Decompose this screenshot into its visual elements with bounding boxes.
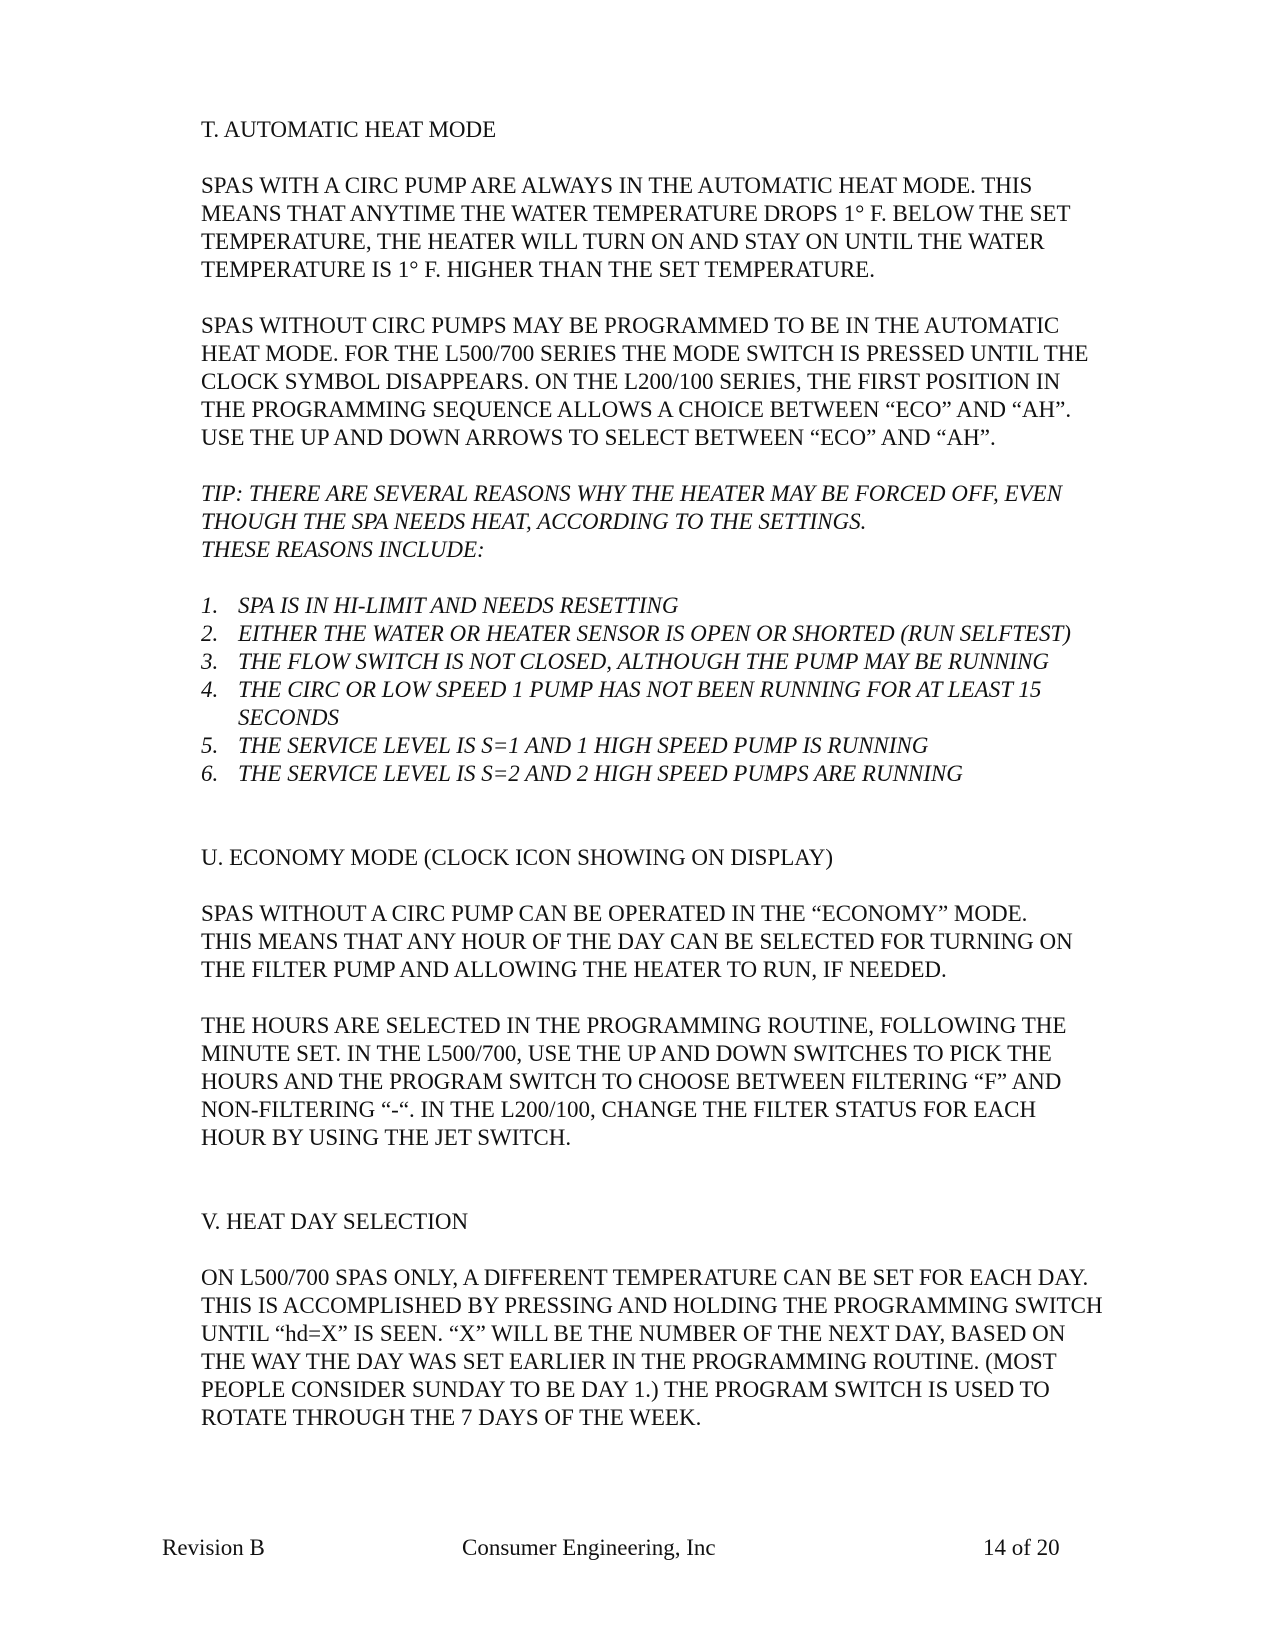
text-line: THIS MEANS THAT ANY HOUR OF THE DAY CAN BE SELECTED FOR TURNING ON (201, 929, 1073, 954)
footer-page-number: 14 of 20 (983, 1535, 1060, 1560)
text-line: THESE REASONS INCLUDE: (201, 537, 485, 562)
text-line: TEMPERATURE IS 1° F. HIGHER THAN THE SET TEMPERATURE. (201, 257, 875, 282)
text-line: ROTATE THROUGH THE 7 DAYS OF THE WEEK. (201, 1405, 702, 1430)
text-line: CLOCK SYMBOL DISAPPEARS. ON THE L200/100 SERIES, THE FIRST POSITION IN (201, 369, 1061, 394)
text-line: THE PROGRAMMING SEQUENCE ALLOWS A CHOICE BETWEEN “ECO” AND “AH”. (201, 397, 1072, 422)
text-line: THE WAY THE DAY WAS SET EARLIER IN THE PROGRAMMING ROUTINE. (MOST (201, 1349, 1057, 1374)
section-t-heading: T. AUTOMATIC HEAT MODE (201, 117, 497, 142)
text-line: HOUR BY USING THE JET SWITCH. (201, 1125, 572, 1150)
text-line: PEOPLE CONSIDER SUNDAY TO BE DAY 1.) THE PROGRAM SWITCH IS USED TO (201, 1377, 1050, 1402)
section-t-paragraph-2 (201, 312, 1201, 452)
text-line: THOUGH THE SPA NEEDS HEAT, ACCORDING TO THE SETTINGS. (201, 509, 867, 534)
text-line: THE FILTER PUMP AND ALLOWING THE HEATER TO RUN, IF NEEDED. (201, 957, 947, 982)
list-text (238, 648, 1049, 676)
text-line: THE FLOW SWITCH IS NOT CLOSED, ALTHOUGH THE PUMP MAY BE RUNNING (238, 649, 1049, 674)
footer-revision: Revision B (162, 1535, 265, 1560)
text-line: NON-FILTERING “-“. IN THE L200/100, CHANGE THE FILTER STATUS FOR EACH (201, 1097, 1037, 1122)
list-item (201, 676, 1201, 732)
text-line: UNTIL “hd=X” IS SEEN. “X” WILL BE THE NUMBER OF THE NEXT DAY, BASED ON (201, 1321, 1066, 1346)
list-text (238, 676, 1041, 732)
list-item (201, 648, 1201, 676)
text-line: HOURS AND THE PROGRAM SWITCH TO CHOOSE BETWEEN FILTERING “F” AND (201, 1069, 1062, 1094)
list-number: 2. (201, 621, 219, 646)
text-line: THE HOURS ARE SELECTED IN THE PROGRAMMING ROUTINE, FOLLOWING THE (201, 1013, 1067, 1038)
text-line: TIP: THERE ARE SEVERAL REASONS WHY THE HEATER MAY BE FORCED OFF, EVEN (201, 481, 1062, 506)
footer-company: Consumer Engineering, Inc (462, 1535, 716, 1560)
reasons-list (201, 592, 1201, 788)
tip-paragraph (201, 480, 1201, 564)
list-number: 1. (201, 593, 219, 618)
list-item (201, 732, 1201, 760)
text-line: HEAT MODE. FOR THE L500/700 SERIES THE MODE SWITCH IS PRESSED UNTIL THE (201, 341, 1089, 366)
list-number: 6. (201, 761, 219, 786)
text-line: TEMPERATURE, THE HEATER WILL TURN ON AND STAY ON UNTIL THE WATER (201, 229, 1045, 254)
section-u-heading: U. ECONOMY MODE (CLOCK ICON SHOWING ON DISPLAY) (201, 845, 834, 870)
list-text (238, 620, 1071, 648)
text-line: EITHER THE WATER OR HEATER SENSOR IS OPEN OR SHORTED (RUN SELFTEST) (238, 621, 1071, 646)
text-line: SPAS WITHOUT CIRC PUMPS MAY BE PROGRAMMED TO BE IN THE AUTOMATIC (201, 313, 1060, 338)
text-line: ON L500/700 SPAS ONLY, A DIFFERENT TEMPERATURE CAN BE SET FOR EACH DAY. (201, 1265, 1089, 1290)
list-item (201, 760, 1201, 788)
text-line: SPAS WITH A CIRC PUMP ARE ALWAYS IN THE AUTOMATIC HEAT MODE. THIS (201, 173, 1033, 198)
list-number: 4. (201, 677, 219, 702)
list-number: 5. (201, 733, 219, 758)
list-item (201, 592, 1201, 620)
section-t-paragraph-1 (201, 172, 1201, 284)
section-u-paragraph-2 (201, 1012, 1201, 1152)
text-line: USE THE UP AND DOWN ARROWS TO SELECT BETWEEN “ECO” AND “AH”. (201, 425, 996, 450)
section-u-paragraph-1 (201, 900, 1201, 984)
text-line: SPAS WITHOUT A CIRC PUMP CAN BE OPERATED IN THE “ECONOMY” MODE. (201, 901, 1028, 926)
text-line: THE SERVICE LEVEL IS S=2 AND 2 HIGH SPEED PUMPS ARE RUNNING (238, 761, 963, 786)
list-text (238, 760, 963, 788)
text-line: THIS IS ACCOMPLISHED BY PRESSING AND HOLDING THE PROGRAMMING SWITCH (201, 1293, 1103, 1318)
text-line: THE CIRC OR LOW SPEED 1 PUMP HAS NOT BEEN RUNNING FOR AT LEAST 15 (238, 677, 1042, 702)
section-v-heading: V. HEAT DAY SELECTION (201, 1209, 469, 1234)
page-content (201, 116, 1201, 1432)
text-line: SECONDS (238, 705, 339, 730)
list-item (201, 620, 1201, 648)
list-number: 3. (201, 649, 219, 674)
text-line: MEANS THAT ANYTIME THE WATER TEMPERATURE DROPS 1° F. BELOW THE SET (201, 201, 1071, 226)
page-footer (0, 1534, 1275, 1564)
list-text (238, 592, 678, 620)
list-text (238, 732, 928, 760)
text-line: SPA IS IN HI-LIMIT AND NEEDS RESETTING (238, 593, 679, 618)
text-line: MINUTE SET. IN THE L500/700, USE THE UP AND DOWN SWITCHES TO PICK THE (201, 1041, 1052, 1066)
text-line: THE SERVICE LEVEL IS S=1 AND 1 HIGH SPEED PUMP IS RUNNING (238, 733, 929, 758)
section-v-paragraph-1 (201, 1264, 1201, 1432)
